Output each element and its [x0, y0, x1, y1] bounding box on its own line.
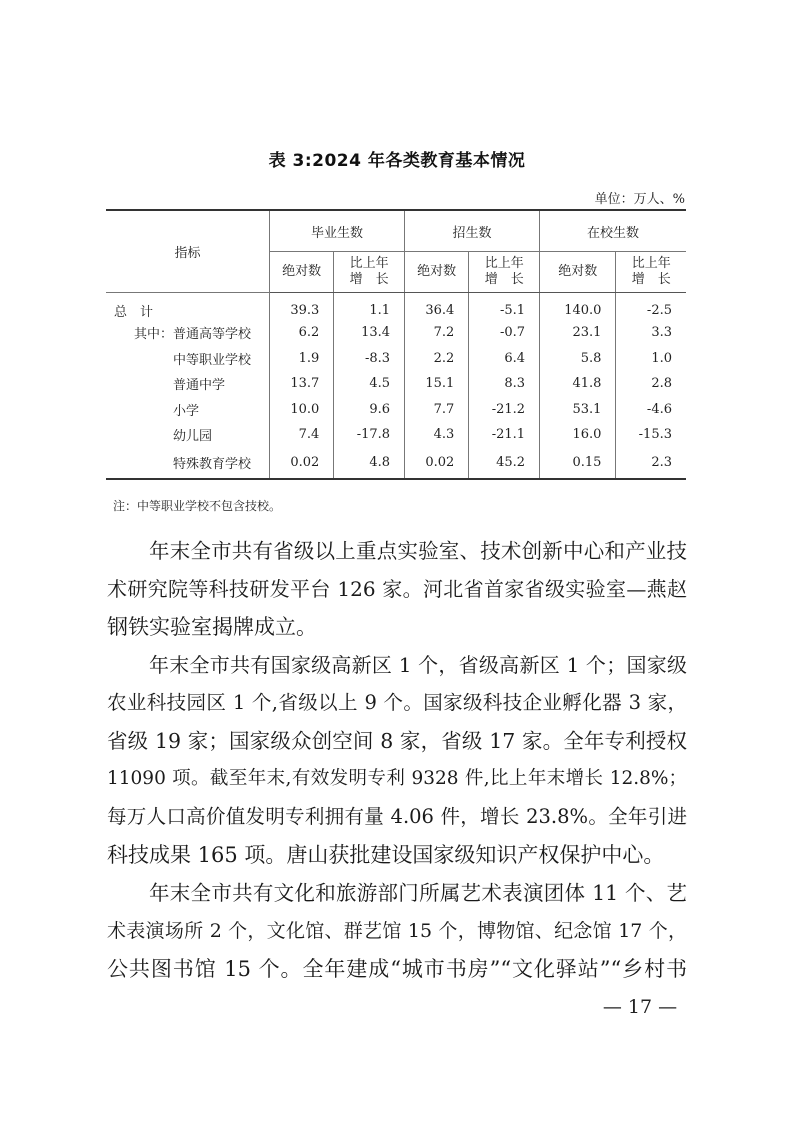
- paragraph-line: 省级 19 家；国家级众创空间 8 家，省级 17 家。全年专利授权: [107, 729, 687, 753]
- cell-value: 16.0: [540, 422, 616, 448]
- row-label: 小学: [173, 403, 200, 419]
- paragraph-line: 年末全市共有省级以上重点实验室、技术创新中心和产业技: [149, 539, 687, 563]
- cell-value: -4.6: [616, 397, 686, 423]
- cell-value: 36.4: [405, 293, 469, 321]
- cell-value: 7.4: [270, 422, 334, 448]
- cell-value: 8.3: [469, 371, 540, 397]
- cell-value: 9.6: [334, 397, 405, 423]
- cell-value: 5.8: [540, 346, 616, 372]
- row-indicator: [106, 397, 270, 423]
- indicator-header: 指标: [106, 210, 270, 293]
- cell-value: 53.1: [540, 397, 616, 423]
- table-row: [106, 293, 686, 321]
- table-row: [106, 422, 686, 448]
- cell-value: 4.5: [334, 371, 405, 397]
- row-indicator: [106, 422, 270, 448]
- sub-header-growth: [616, 252, 686, 293]
- sub-header-absolute: 绝对数: [540, 252, 616, 293]
- sub-header-absolute: 绝对数: [405, 252, 469, 293]
- paragraph-line: 11090 项。截至年末,有效发明专利 9328 件,比上年末增长 12.8%；: [107, 768, 687, 789]
- growth-line1: 比上年: [484, 256, 524, 271]
- cell-value: -0.7: [469, 320, 540, 346]
- growth-line2: 增 长: [484, 272, 524, 287]
- paragraph-line: 术研究院等科技研发平台 126 家。河北省首家省级实验室—燕赵: [107, 577, 687, 601]
- paragraph-line: 年末全市共有文化和旅游部门所属艺术表演团体 11 个、艺: [149, 881, 687, 905]
- cell-value: 2.2: [405, 346, 469, 372]
- cell-value: 13.7: [270, 371, 334, 397]
- cell-value: 41.8: [540, 371, 616, 397]
- row-label: 特殊教育学校: [173, 457, 252, 472]
- cell-value: 2.8: [616, 371, 686, 397]
- cell-value: 0.15: [540, 448, 616, 479]
- cell-value: -21.1: [469, 422, 540, 448]
- row-indicator: [106, 371, 270, 397]
- cell-value: -21.2: [469, 397, 540, 423]
- cell-value: 4.3: [405, 422, 469, 448]
- group-header-enrollment: 招生数: [405, 210, 540, 252]
- table-row: [106, 397, 686, 423]
- cell-value: 13.4: [334, 320, 405, 346]
- growth-line2: 增 长: [349, 272, 389, 287]
- row-indicator: [106, 320, 270, 346]
- cell-value: 7.7: [405, 397, 469, 423]
- paragraph-line: 每万人口高价值发明专利拥有量 4.06 件，增长 23.8%。全年引进: [107, 805, 687, 828]
- paragraph-line: 公共图书馆 15 个。全年建成“城市书房”“文化驿站”“乡村书: [107, 957, 687, 981]
- cell-value: 45.2: [469, 448, 540, 479]
- cell-value: 4.8: [334, 448, 405, 479]
- row-label: 幼儿园: [173, 429, 213, 445]
- growth-line2: 增 长: [631, 272, 671, 287]
- row-label: 普通中学: [173, 378, 226, 394]
- cell-value: 2.3: [616, 448, 686, 479]
- cell-value: -2.5: [616, 293, 686, 321]
- group-header-graduates: 毕业生数: [270, 210, 405, 252]
- row-prefix: 总 计: [114, 305, 154, 320]
- table-row: [106, 371, 686, 397]
- paragraph-line: 术表演场所 2 个，文化馆、群艺馆 15 个，博物馆、纪念馆 17 个，: [107, 920, 687, 942]
- sub-header-absolute: 绝对数: [270, 252, 334, 293]
- cell-value: 10.0: [270, 397, 334, 423]
- cell-value: -5.1: [469, 293, 540, 321]
- cell-value: 0.02: [405, 448, 469, 479]
- paragraph-line: 年末全市共有国家级高新区 1 个，省级高新区 1 个；国家级: [149, 653, 687, 677]
- education-table: [106, 209, 686, 480]
- paragraph-line: 科技成果 165 项。唐山获批建设国家级知识产权保护中心。: [107, 843, 665, 867]
- table-row: [106, 320, 686, 346]
- row-indicator: [106, 346, 270, 372]
- cell-value: 23.1: [540, 320, 616, 346]
- table-body: [106, 293, 686, 479]
- row-label: 中等职业学校: [173, 352, 252, 368]
- growth-line1: 比上年: [631, 256, 671, 271]
- page-number: — 17 —: [602, 996, 678, 1018]
- row-indicator: [106, 448, 270, 479]
- cell-value: 7.2: [405, 320, 469, 346]
- cell-value: -8.3: [334, 346, 405, 372]
- cell-value: 1.1: [334, 293, 405, 321]
- table-unit: 单位：万人、%: [594, 192, 685, 207]
- paragraph-line: 农业科技园区 1 个,省级以上 9 个。国家级科技企业孵化器 3 家，: [107, 691, 687, 714]
- table-row: [106, 346, 686, 372]
- table-title: 表 3:2024 年各类教育基本情况: [268, 151, 526, 171]
- sub-header-growth: [334, 252, 405, 293]
- cell-value: 39.3: [270, 293, 334, 321]
- cell-value: 0.02: [270, 448, 334, 479]
- cell-value: 3.3: [616, 320, 686, 346]
- sub-header-growth: [469, 252, 540, 293]
- cell-value: 140.0: [540, 293, 616, 321]
- row-prefix: 其中：: [133, 327, 173, 343]
- table-row: [106, 448, 686, 479]
- group-header-in-school: 在校生数: [540, 210, 686, 252]
- cell-value: 6.2: [270, 320, 334, 346]
- cell-value: 6.4: [469, 346, 540, 372]
- cell-value: 1.0: [616, 346, 686, 372]
- cell-value: -17.8: [334, 422, 405, 448]
- paragraph-line: 钢铁实验室揭牌成立。: [107, 615, 317, 639]
- row-indicator: [106, 293, 270, 321]
- cell-value: -15.3: [616, 422, 686, 448]
- cell-value: 15.1: [405, 371, 469, 397]
- table-note: 注：中等职业学校不包含技校。: [113, 499, 282, 513]
- cell-value: 1.9: [270, 346, 334, 372]
- row-label: 普通高等学校: [173, 327, 252, 343]
- growth-line1: 比上年: [349, 256, 389, 271]
